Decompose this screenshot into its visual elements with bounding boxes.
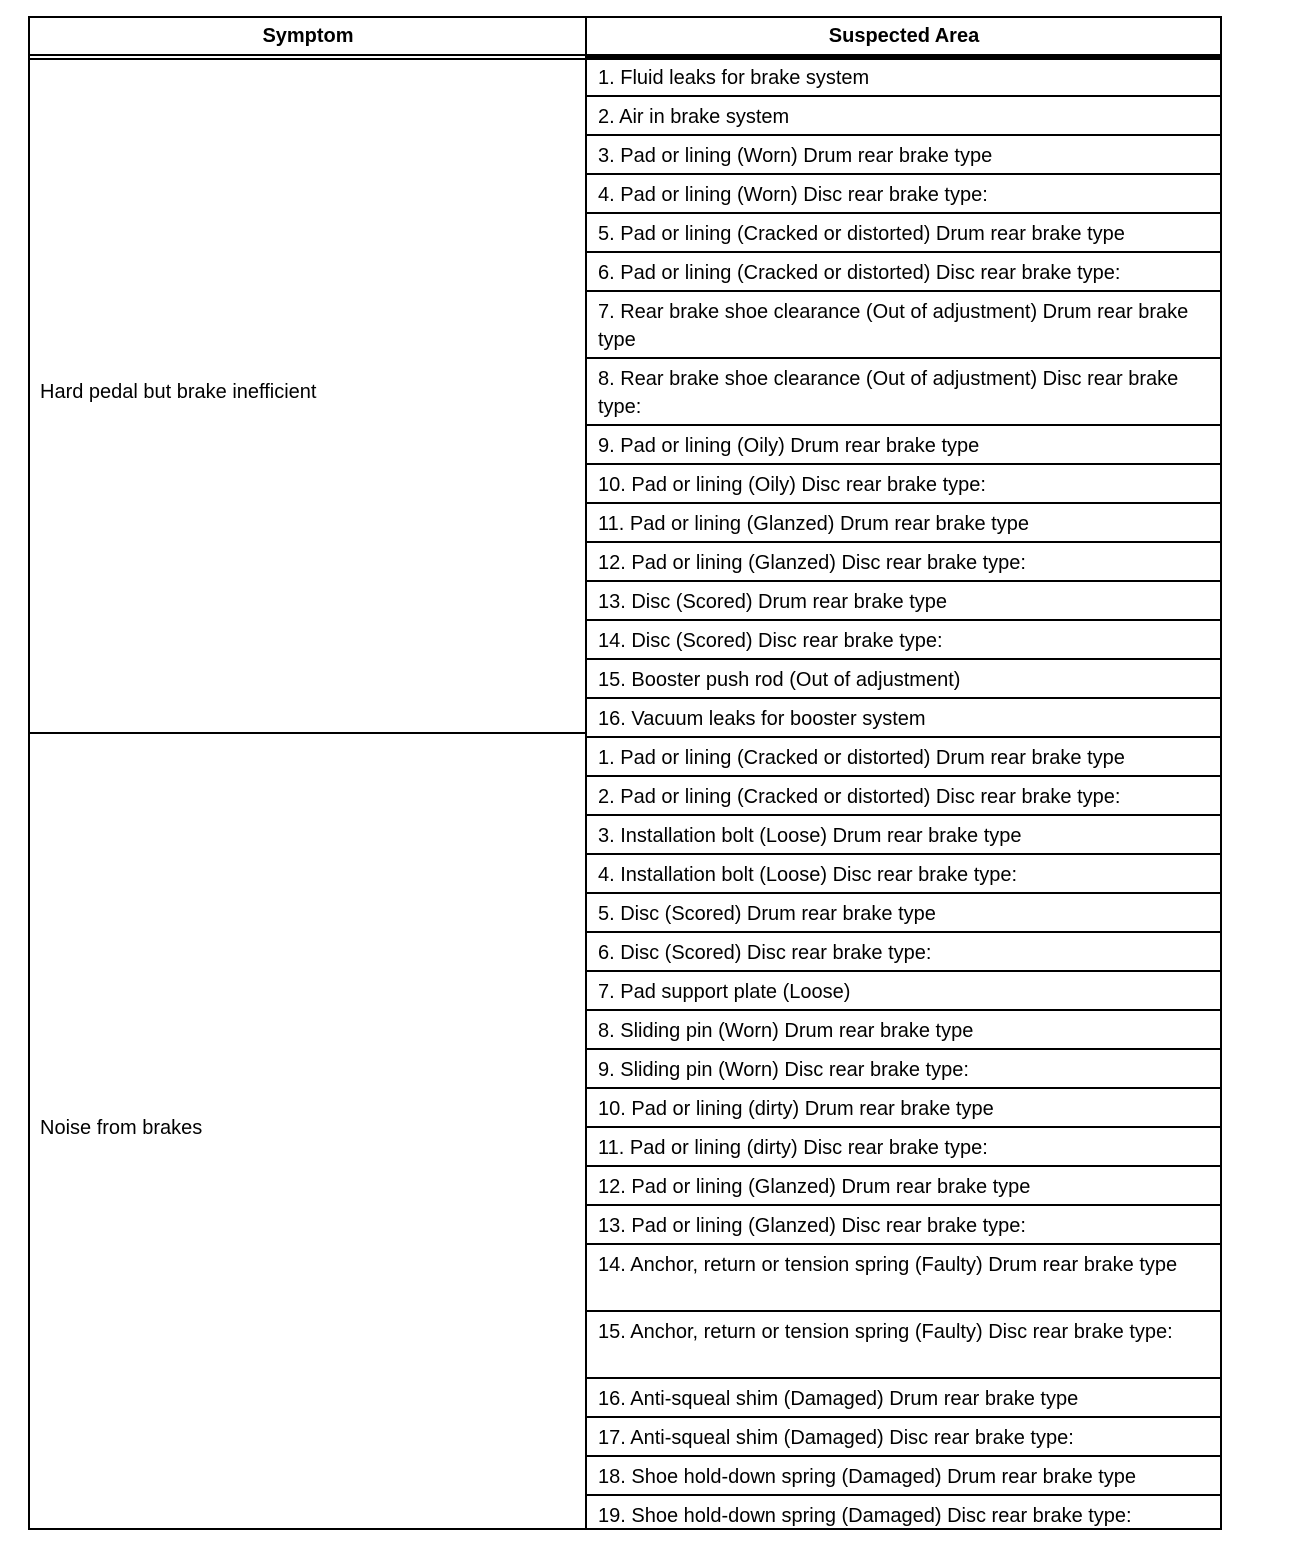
header-symptom: Symptom: [262, 24, 354, 47]
table-row: 9. Pad or lining (Oily) Drum rear brake type: [586, 424, 1222, 463]
table-row: 2. Pad or lining (Cracked or distorted) Disc rear brake type:: [586, 775, 1222, 814]
table-row: 10. Pad or lining (Oily) Disc rear brake type:: [586, 463, 1222, 502]
table-row: 4. Pad or lining (Worn) Disc rear brake type:: [586, 173, 1222, 212]
table-row: 3. Installation bolt (Loose) Drum rear brake type: [586, 814, 1222, 853]
group-divider: [28, 732, 586, 734]
table-row: 12. Pad or lining (Glanzed) Drum rear brake type: [586, 1165, 1222, 1204]
table-row: 5. Disc (Scored) Drum rear brake type: [586, 892, 1222, 931]
table-row: 11. Pad or lining (Glanzed) Drum rear brake type: [586, 502, 1222, 541]
table-row: 1. Fluid leaks for brake system: [586, 56, 1222, 95]
table-row: 7. Pad support plate (Loose): [586, 970, 1222, 1009]
table-row: 4. Installation bolt (Loose) Disc rear brake type:: [586, 853, 1222, 892]
table-row: 18. Shoe hold-down spring (Damaged) Drum rear brake type: [586, 1455, 1222, 1494]
table-row: 6. Disc (Scored) Disc rear brake type:: [586, 931, 1222, 970]
table-row: 15. Anchor, return or tension spring (Faulty) Disc rear brake type:: [586, 1310, 1222, 1377]
table-row: 13. Disc (Scored) Drum rear brake type: [586, 580, 1222, 619]
table-row: 8. Sliding pin (Worn) Drum rear brake type: [586, 1009, 1222, 1048]
table-row: 12. Pad or lining (Glanzed) Disc rear brake type:: [586, 541, 1222, 580]
table-row: 17. Anti-squeal shim (Damaged) Disc rear brake type:: [586, 1416, 1222, 1455]
table-row: 16. Anti-squeal shim (Damaged) Drum rear brake type: [586, 1377, 1222, 1416]
table-row: 19. Shoe hold-down spring (Damaged) Disc rear brake type:: [586, 1494, 1222, 1533]
table-row: 9. Sliding pin (Worn) Disc rear brake type:: [586, 1048, 1222, 1087]
table-row: 5. Pad or lining (Cracked or distorted) Drum rear brake type: [586, 212, 1222, 251]
table-row: 14. Disc (Scored) Disc rear brake type:: [586, 619, 1222, 658]
table-row: 1. Pad or lining (Cracked or distorted) Drum rear brake type: [586, 736, 1222, 775]
symptom-cell: Noise from brakes: [40, 1117, 203, 1139]
table-row: 14. Anchor, return or tension spring (Faulty) Drum rear brake type: [586, 1243, 1222, 1310]
table-row: 3. Pad or lining (Worn) Drum rear brake type: [586, 134, 1222, 173]
symptom-cell: Hard pedal but brake inefficient: [40, 381, 317, 403]
table-row: 15. Booster push rod (Out of adjustment): [586, 658, 1222, 697]
table-row: 2. Air in brake system: [586, 95, 1222, 134]
table-row: 7. Rear brake shoe clearance (Out of adjustment) Drum rear brake type: [586, 290, 1222, 357]
table-row: 10. Pad or lining (dirty) Drum rear brake type: [586, 1087, 1222, 1126]
header-suspected-area: Suspected Area: [828, 24, 980, 47]
table-row: 8. Rear brake shoe clearance (Out of adjustment) Disc rear brake type:: [586, 357, 1222, 424]
table-row: 6. Pad or lining (Cracked or distorted) Disc rear brake type:: [586, 251, 1222, 290]
troubleshooting-table: [28, 16, 1222, 1530]
table-row: 11. Pad or lining (dirty) Disc rear brake type:: [586, 1126, 1222, 1165]
table-row: 13. Pad or lining (Glanzed) Disc rear brake type:: [586, 1204, 1222, 1243]
table-row: 16. Vacuum leaks for booster system: [586, 697, 1222, 736]
